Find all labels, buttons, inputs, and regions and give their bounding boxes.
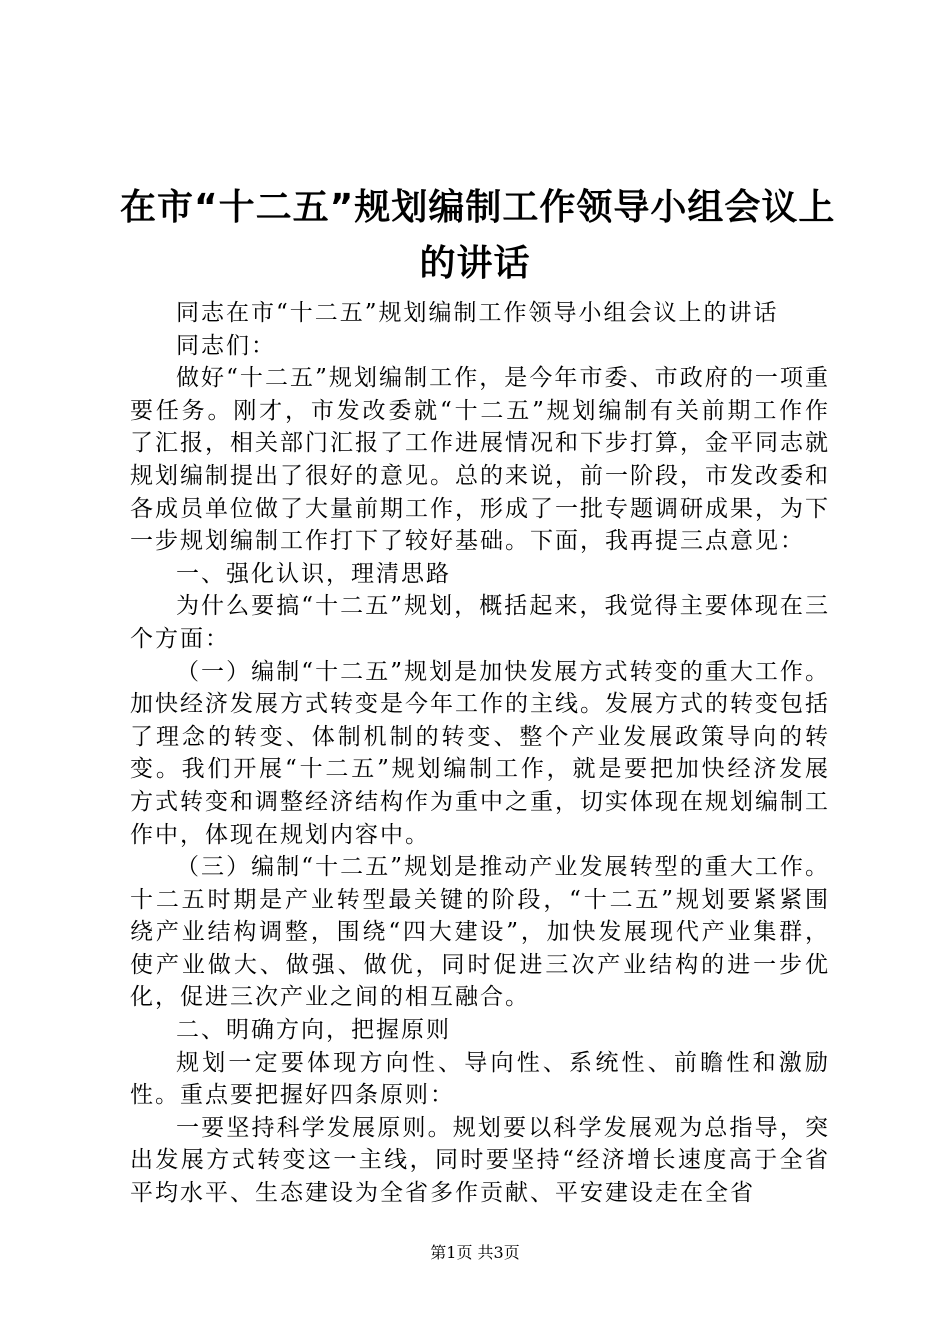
document-title-line-1: 在市“十二五”规划编制工作领导小组会议上	[120, 187, 836, 228]
paragraph-subtitle: 同志在市“十二五”规划编制工作领导小组会议上的讲话	[176, 300, 779, 326]
section-heading-1: 一、强化认识，理清思路	[176, 560, 451, 587]
paragraph: （三）编制“十二五”规划是推动产业发展转型的重大工作。十二五时期是产业转型最关键的阶段，“十二五”规划要紧紧围绕产业结构调整，围绕“四大建设”，加快发展现代产业集群，使产业做大、做强、做优，同时促进三次产业结构的进一步优化，促进三次产业之间的相互融合。	[130, 854, 830, 1011]
paragraph: 一要坚持科学发展原则。规划要以科学发展观为总指导，突出发展方式转变这一主线，同时要坚持“经济增长速度高于全省平均水平、生态建设为全省多作贡献、平安建设走在全省	[130, 1114, 830, 1207]
document-body	[130, 297, 830, 1210]
page-footer: 第1页 共3页	[430, 1243, 520, 1262]
section-heading-2: 二、明确方向，把握原则	[176, 1017, 451, 1044]
document-title	[120, 180, 836, 292]
paragraph: （一）编制“十二五”规划是加快发展方式转变的重大工作。加快经济发展方式转变是今年工作的主线。发展方式的转变包括了理念的转变、体制机制的转变、整个产业发展政策导向的转变。我们开展“十二五”规划编制工作，就是要把加快经济发展方式转变和调整经济结构作为重中之重，切实体现在规划编制工作中，体现在规划内容中。	[130, 658, 830, 848]
paragraph-salutation: 同志们：	[176, 332, 276, 359]
paragraph: 为什么要搞“十二五”规划，概括起来，我觉得主要体现在三个方面：	[130, 593, 830, 652]
paragraph-intro: 做好“十二五”规划编制工作，是今年市委、市政府的一项重要任务。刚才，市发改委就“十二五”规划编制有关前期工作作了汇报，相关部门汇报了工作进展情况和下步打算，金平同志就规划编制提出了很好的意见。总的来说，前一阶段，市发改委和各成员单位做了大量前期工作，形成了一批专题调研成果，为下一步规划编制工作打下了较好基础。下面，我再提三点意见：	[130, 365, 830, 555]
paragraph: 规划一定要体现方向性、导向性、系统性、前瞻性和激励性。重点要把握好四条原则：	[130, 1049, 830, 1109]
document-title-line-2: 的讲话	[419, 243, 531, 284]
